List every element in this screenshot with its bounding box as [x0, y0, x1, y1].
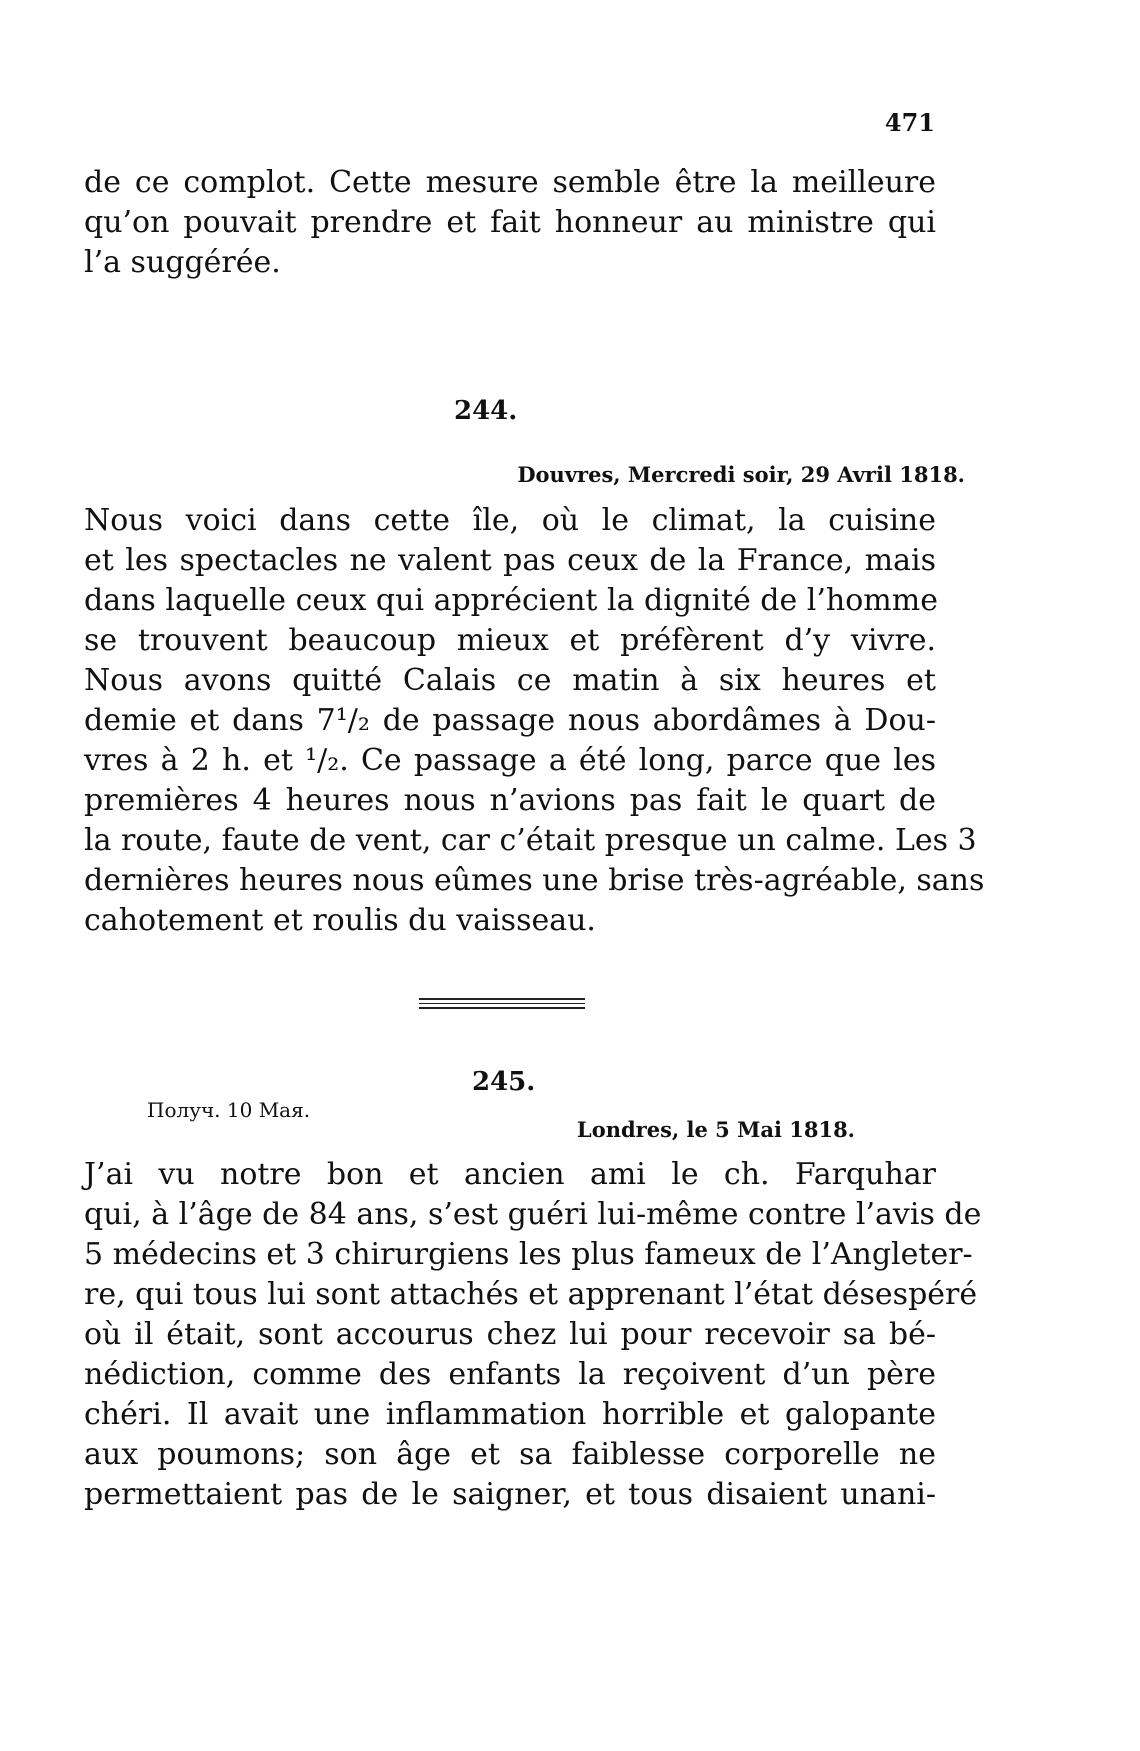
letter-245-body	[84, 1155, 982, 1515]
text-line: Nous avons quitté Calais ce matin à six heures et	[84, 663, 936, 698]
letter-245-dateline: Londres, le 5 Mai 1818.	[576, 1117, 855, 1142]
letter-244-number: 244.	[454, 396, 518, 426]
text-line: chéri. Il avait une inflammation horrible et galopante	[84, 1397, 936, 1432]
text-line: permettaient pas de le saigner, et tous disaient unani-	[84, 1477, 936, 1512]
text-line: se trouvent beaucoup mieux et préfèrent d’y vivre.	[84, 623, 936, 658]
letter-244-body	[84, 501, 985, 941]
text-line: vres à 2 h. et ¹/₂. Ce passage a été long, parce que les	[84, 743, 936, 778]
section-divider	[419, 998, 585, 1012]
text-line: de ce complot. Cette mesure semble être la meilleure	[84, 165, 936, 200]
text-line: cahotement et roulis du vaisseau.	[84, 903, 596, 938]
text-line: re, qui tous lui sont attachés et apprenant l’état désespéré	[84, 1277, 978, 1312]
text-line: Nous voici dans cette île, où le climat, la cuisine	[84, 503, 936, 538]
letter-244-dateline: Douvres, Mercredi soir, 29 Avril 1818.	[517, 462, 965, 487]
text-line: dernières heures nous eûmes une brise très-agréable, sans	[84, 863, 985, 898]
lead-paragraph	[84, 163, 936, 283]
page-number: 471	[884, 108, 935, 137]
letter-245-number: 245.	[472, 1067, 536, 1097]
text-line: demie et dans 7¹/₂ de passage nous abordâmes à Dou-	[84, 703, 936, 738]
text-line: dans laquelle ceux qui apprécient la dignité de l’homme	[84, 583, 938, 618]
text-line: et les spectacles ne valent pas ceux de la France, mais	[84, 543, 936, 578]
text-line: aux poumons; son âge et sa faiblesse corporelle ne	[84, 1437, 936, 1472]
text-line: où il était, sont accourus chez lui pour recevoir sa bé-	[84, 1317, 936, 1352]
text-line: 5 médecins et 3 chirurgiens les plus fameux de l’Angleter-	[84, 1237, 973, 1272]
letter-245-received-note: Получ. 10 Мая.	[147, 1098, 311, 1122]
text-line: la route, faute de vent, car c’était presque un calme. Les 3	[84, 823, 977, 858]
text-line: l’a suggérée.	[84, 245, 281, 280]
text-line: qu’on pouvait prendre et fait honneur au ministre qui	[84, 205, 936, 240]
text-line: J’ai vu notre bon et ancien ami le ch. Farquhar	[84, 1157, 936, 1192]
text-line: qui, à l’âge de 84 ans, s’est guéri lui-même contre l’avis de	[84, 1197, 982, 1232]
text-line: premières 4 heures nous n’avions pas fait le quart de	[84, 783, 936, 818]
text-line: nédiction, comme des enfants la reçoivent d’un père	[84, 1357, 936, 1392]
